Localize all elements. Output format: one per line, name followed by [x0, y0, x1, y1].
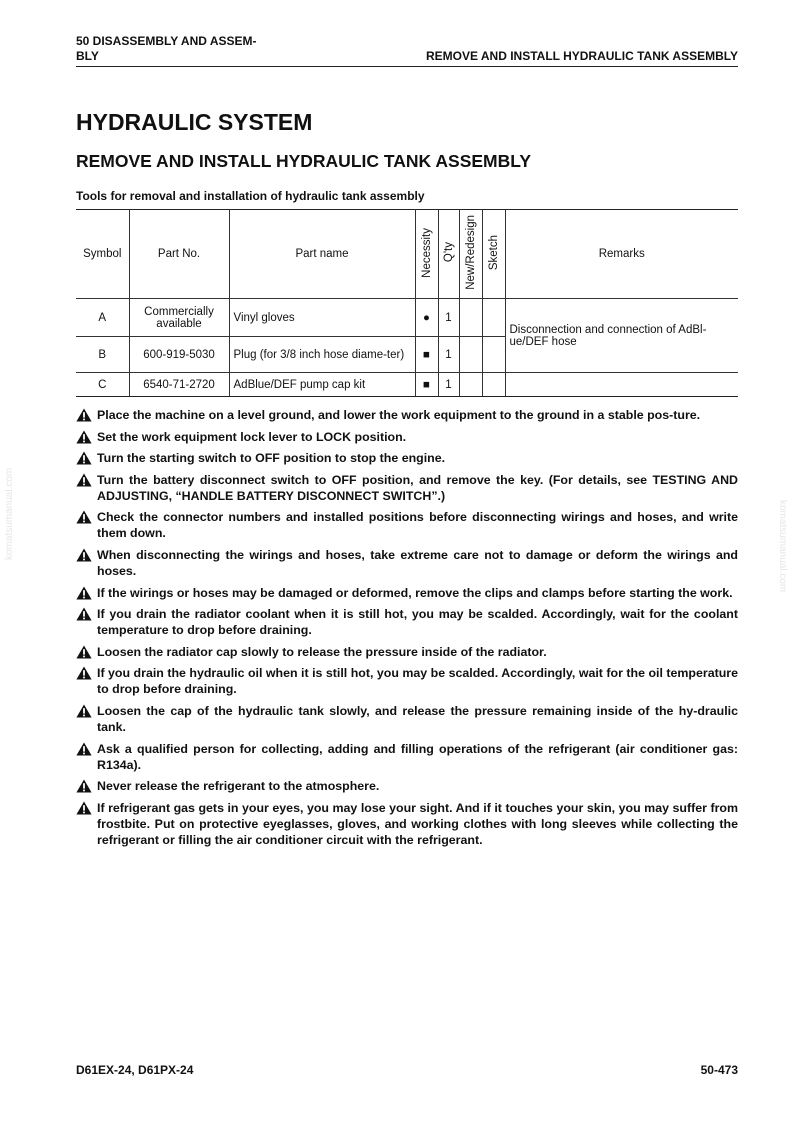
safety-note — [76, 644, 738, 660]
cell-symbol: A — [76, 299, 129, 337]
col-header-qty: Q'ty — [438, 210, 459, 299]
section-title: REMOVE AND INSTALL HYDRAULIC TANK ASSEMBLY — [76, 151, 532, 171]
cell-part-no: 600-919-5030 — [129, 337, 229, 373]
cell-qty: 1 — [438, 373, 459, 397]
cell-symbol: B — [76, 337, 129, 373]
col-header-remarks: Remarks — [505, 210, 738, 299]
safety-note — [76, 450, 738, 466]
safety-note-text: If the wirings or hoses may be damaged or deformed, remove the clips and clamps before starting the work. — [97, 585, 733, 600]
col-header-new-redesign: New/Redesign — [459, 210, 482, 299]
col-header-necessity: Necessity — [415, 210, 438, 299]
cell-new-redesign — [459, 373, 482, 397]
warning-triangle-icon — [76, 704, 92, 718]
cell-part-name: AdBlue/DEF pump cap kit — [229, 373, 415, 397]
footer-model: D61EX-24, D61PX-24 — [76, 1063, 194, 1077]
safety-note-text: If you drain the hydraulic oil when it is still hot, you may be scalded. Accordingly, wait for the oil temperature to drop before draining. — [97, 666, 738, 697]
safety-note-text: If refrigerant gas gets in your eyes, you may lose your sight. And if it touches your skin, you may suffer from frostbite. Put on protective eyeglasses, gloves, and working clothes with long sleeves while collecting the refrigerant or filling the air conditioner circuit with the refrigerant. — [97, 800, 738, 847]
cell-remarks-empty — [505, 373, 738, 397]
safety-note — [76, 585, 738, 601]
safety-note-text: Place the machine on a level ground, and lower the work equipment to the ground in a stable pos-ture. — [97, 408, 701, 422]
safety-note — [76, 800, 738, 848]
safety-note — [76, 429, 738, 445]
col-header-symbol: Symbol — [76, 210, 129, 299]
header-section: 50 DISASSEMBLY AND ASSEM- BLY — [76, 34, 257, 63]
table-row — [76, 373, 738, 397]
warning-triangle-icon — [76, 430, 92, 444]
table-header-row — [76, 210, 738, 299]
safety-note — [76, 472, 738, 504]
warning-triangle-icon — [76, 586, 92, 600]
watermark-right: komatsumanual.com — [777, 500, 788, 593]
col-header-sketch: Sketch — [482, 210, 505, 299]
safety-note — [76, 606, 738, 638]
safety-note — [76, 741, 738, 773]
cell-necessity: ■ — [415, 373, 438, 397]
tools-caption: Tools for removal and installation of hydraulic tank assembly — [76, 189, 425, 203]
warning-triangle-icon — [76, 408, 92, 422]
cell-necessity: ■ — [415, 337, 438, 373]
safety-note — [76, 665, 738, 697]
footer-page-number: 50-473 — [700, 1063, 738, 1077]
safety-note-text: If you drain the radiator coolant when it is still hot, you may be scalded. Accordingly, wait for the coolant temperature to drop before draining. — [97, 607, 738, 638]
cell-part-name: Plug (for 3/8 inch hose diame-ter) — [229, 337, 415, 373]
safety-note-text: Turn the starting switch to OFF position to stop the engine. — [97, 451, 446, 466]
safety-note-text: Loosen the cap of the hydraulic tank slowly, and release the pressure remaining inside of the hy-draulic tank. — [97, 703, 738, 734]
col-header-part-no: Part No. — [129, 210, 229, 299]
warning-triangle-icon — [76, 473, 92, 487]
safety-note — [76, 509, 738, 541]
safety-note — [76, 778, 738, 794]
cell-new-redesign — [459, 299, 482, 337]
warning-triangle-icon — [76, 451, 92, 465]
cell-symbol: C — [76, 373, 129, 397]
header-title: REMOVE AND INSTALL HYDRAULIC TANK ASSEMBLY — [425, 49, 738, 63]
safety-note-text: Check the connector numbers and installed positions before disconnecting wirings and hoses, and write them down. — [97, 510, 738, 541]
cell-part-no: Commercially available — [129, 299, 229, 337]
safety-note-text: Never release the refrigerant to the atmosphere. — [97, 779, 380, 794]
cell-new-redesign — [459, 337, 482, 373]
safety-note — [76, 547, 738, 579]
tools-table — [76, 209, 738, 397]
warning-triangle-icon — [76, 779, 92, 793]
cell-sketch — [482, 373, 505, 397]
warning-triangle-icon — [76, 548, 92, 562]
watermark-left: komatsumanual.com — [4, 467, 15, 560]
cell-sketch — [482, 337, 505, 373]
cell-remarks: Disconnection and connection of AdBl-ue/DEF hose — [505, 299, 738, 373]
safety-note — [76, 703, 738, 735]
table-row — [76, 299, 738, 337]
warning-triangle-icon — [76, 666, 92, 680]
col-header-part-name: Part name — [229, 210, 415, 299]
safety-note-text: Ask a qualified person for collecting, adding and filling operations of the refrigerant (air conditioner gas: R134a). — [97, 741, 738, 772]
safety-note-text: Turn the battery disconnect switch to OFF position, and remove the key. (For details, see TESTING AND ADJUSTING, “HANDLE BATTERY DISCONNECT SWITCH”.) — [97, 472, 738, 503]
safety-note-text: Set the work equipment lock lever to LOCK position. — [97, 429, 407, 444]
safety-note — [76, 407, 738, 423]
warning-triangle-icon — [76, 742, 92, 756]
warning-triangle-icon — [76, 645, 92, 659]
cell-qty: 1 — [438, 299, 459, 337]
cell-sketch — [482, 299, 505, 337]
cell-part-no: 6540-71-2720 — [129, 373, 229, 397]
safety-note-text: When disconnecting the wirings and hoses, take extreme care not to damage or deform the wirings and hoses. — [97, 547, 738, 578]
warning-triangle-icon — [76, 801, 92, 815]
page-header — [76, 34, 738, 67]
warning-triangle-icon — [76, 510, 92, 524]
cell-part-name: Vinyl gloves — [229, 299, 415, 337]
safety-notes — [76, 407, 738, 853]
page-title: HYDRAULIC SYSTEM — [76, 109, 313, 135]
safety-note-text: Loosen the radiator cap slowly to release the pressure inside of the radiator. — [97, 644, 547, 659]
cell-necessity: ● — [415, 299, 438, 337]
cell-qty: 1 — [438, 337, 459, 373]
warning-triangle-icon — [76, 607, 92, 621]
